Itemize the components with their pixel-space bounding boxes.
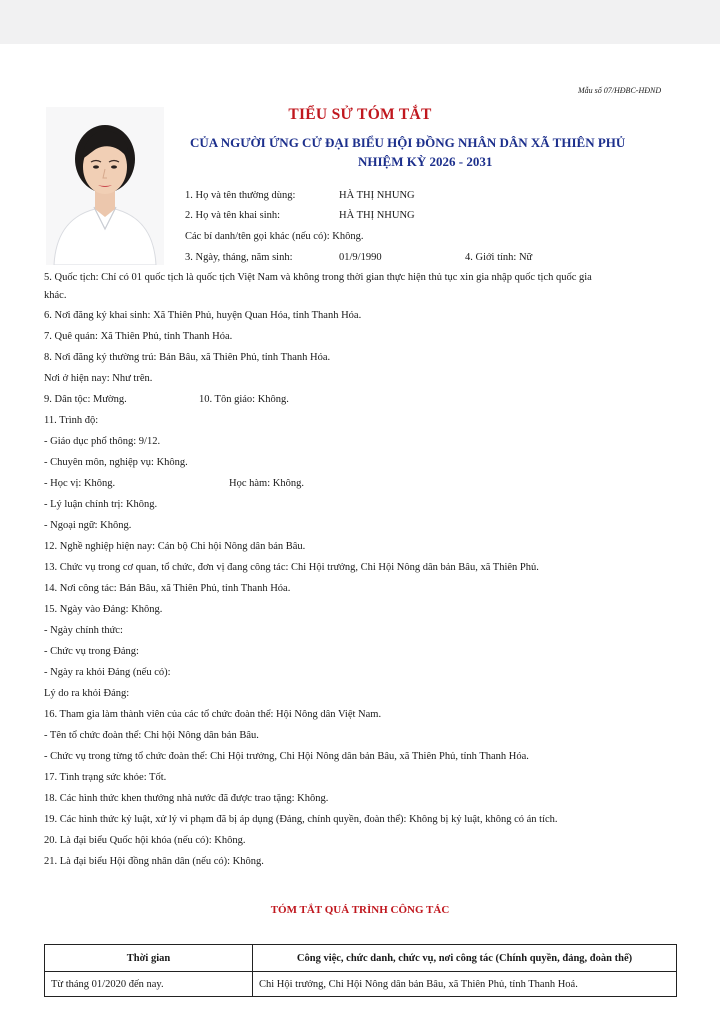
awards-line: 18. Các hình thức khen thưởng nhà nước đã được trao tặng: Không. — [44, 793, 329, 804]
table-cell-time: Từ tháng 01/2020 đến nay. — [45, 972, 253, 997]
document-subtitle-line1: CỦA NGƯỜI ỨNG CỬ ĐẠI BIỂU HỘI ĐỒNG NHÂN DÂN XÃ THIÊN PHỦ — [190, 135, 626, 150]
common-name-label: 1. Họ và tên thường dùng: — [185, 190, 296, 201]
workplace-line: 14. Nơi công tác: Bản Bâu, xã Thiên Phủ, tỉnh Thanh Hóa. — [44, 583, 291, 594]
professional-line: - Chuyên môn, nghiệp vụ: Không. — [44, 457, 188, 468]
party-official-line: - Ngày chính thức: — [44, 625, 123, 636]
document-title: TIỂU SỬ TÓM TẮT — [288, 106, 432, 123]
document-subtitle-line2: NHIỆM KỲ 2026 - 2031 — [358, 154, 493, 169]
position-line: 13. Chức vụ trong cơ quan, tổ chức, đơn vị đang công tác: Chi Hội trưởng, Chi Hội Nông dân bản Bâu, xã Thiên Phủ. — [44, 562, 539, 573]
table-row — [45, 972, 677, 997]
general-education-line: - Giáo dục phổ thông: 9/12. — [44, 436, 161, 447]
birth-registration-line: 6. Nơi đăng ký khai sinh: Xã Thiên Phủ, huyện Quan Hóa, tỉnh Thanh Hóa. — [44, 310, 362, 321]
nationality-line-cont: khác. — [44, 290, 67, 301]
discipline-line: 19. Các hình thức kỷ luật, xử lý vi phạm đã bị áp dụng (Đảng, chính quyền, đoàn thể): Không bị kỷ luật, không có án tích. — [44, 814, 558, 825]
current-residence-line: Nơi ở hiện nay: Như trên. — [44, 373, 153, 384]
portrait-photo — [46, 107, 164, 265]
hometown-line: 7. Quê quán: Xã Thiên Phủ, tỉnh Thanh Hóa. — [44, 331, 233, 342]
party-join-line: 15. Ngày vào Đảng: Không. — [44, 604, 163, 615]
form-number: Mẫu số 07/HĐBC-HĐND — [578, 86, 662, 95]
gender-line: 4. Giới tính: Nữ — [465, 252, 533, 263]
health-line: 17. Tình trạng sức khỏe: Tốt. — [44, 772, 167, 783]
nationality-line: 5. Quốc tịch: Chỉ có 01 quốc tịch là quốc tịch Việt Nam và không trong thời gian thực hiện thủ tục xin gia nhập quốc tịch quốc gia — [44, 272, 592, 283]
ethnicity-line: 9. Dân tộc: Mường. — [44, 394, 127, 405]
top-bar — [0, 0, 720, 44]
party-position-line: - Chức vụ trong Đảng: — [44, 646, 139, 657]
degree-line: - Học vị: Không. — [44, 478, 116, 489]
column-header-work: Công việc, chức danh, chức vụ, nơi công tác (Chính quyền, đảng, đoàn thể) — [253, 945, 677, 972]
table-cell-work: Chi Hội trưởng, Chi Hội Nông dân bản Bâu, xã Thiên Phủ, tỉnh Thanh Hoá. — [253, 972, 677, 997]
common-name-value: HÀ THỊ NHUNG — [339, 190, 415, 201]
permanent-residence-line: 8. Nơi đăng ký thường trú: Bản Bâu, xã Thiên Phủ, tỉnh Thanh Hóa. — [44, 352, 331, 363]
dob-label: 3. Ngày, tháng, năm sinh: — [185, 252, 293, 263]
table-header-row — [45, 945, 677, 972]
education-heading: 11. Trình độ: — [44, 415, 99, 426]
work-history-title: TÓM TẮT QUÁ TRÌNH CÔNG TÁC — [270, 904, 450, 916]
organizations-line: 16. Tham gia làm thành viên của các tổ chức đoàn thể: Hội Nông dân Việt Nam. — [44, 709, 382, 720]
org-name-line: - Tên tổ chức đoàn thể: Chi hội Nông dân bản Bâu. — [44, 730, 259, 741]
party-leave-date-line: - Ngày ra khỏi Đảng (nếu có): — [44, 667, 171, 678]
religion-line: 10. Tôn giáo: Không. — [199, 394, 289, 405]
work-history-table — [44, 944, 677, 997]
na-delegate-line: 20. Là đại biểu Quốc hội khóa (nếu có): Không. — [44, 835, 246, 846]
org-position-line: - Chức vụ trong từng tổ chức đoàn thể: Chi Hội trưởng, Chi Hội Nông dân bản Bâu, xã Thiên Phủ, tỉnh Thanh Hóa. — [44, 751, 529, 762]
occupation-line: 12. Nghề nghiệp hiện nay: Cán bộ Chi hội Nông dân bản Bâu. — [44, 541, 306, 552]
birth-name-value: HÀ THỊ NHUNG — [339, 210, 415, 221]
aliases-line: Các bí danh/tên gọi khác (nếu có): Không. — [185, 231, 364, 242]
foreign-language-line: - Ngoại ngữ: Không. — [44, 520, 132, 531]
political-theory-line: - Lý luận chính trị: Không. — [44, 499, 158, 510]
birth-name-label: 2. Họ và tên khai sinh: — [185, 210, 281, 221]
council-delegate-line: 21. Là đại biểu Hội đồng nhân dân (nếu có): Không. — [44, 856, 264, 867]
party-leave-reason-line: Lý do ra khỏi Đảng: — [44, 688, 130, 699]
portrait-image — [46, 107, 164, 265]
dob-value: 01/9/1990 — [339, 252, 382, 263]
column-header-time: Thời gian — [45, 945, 253, 972]
academic-title-line: Học hàm: Không. — [229, 478, 304, 489]
